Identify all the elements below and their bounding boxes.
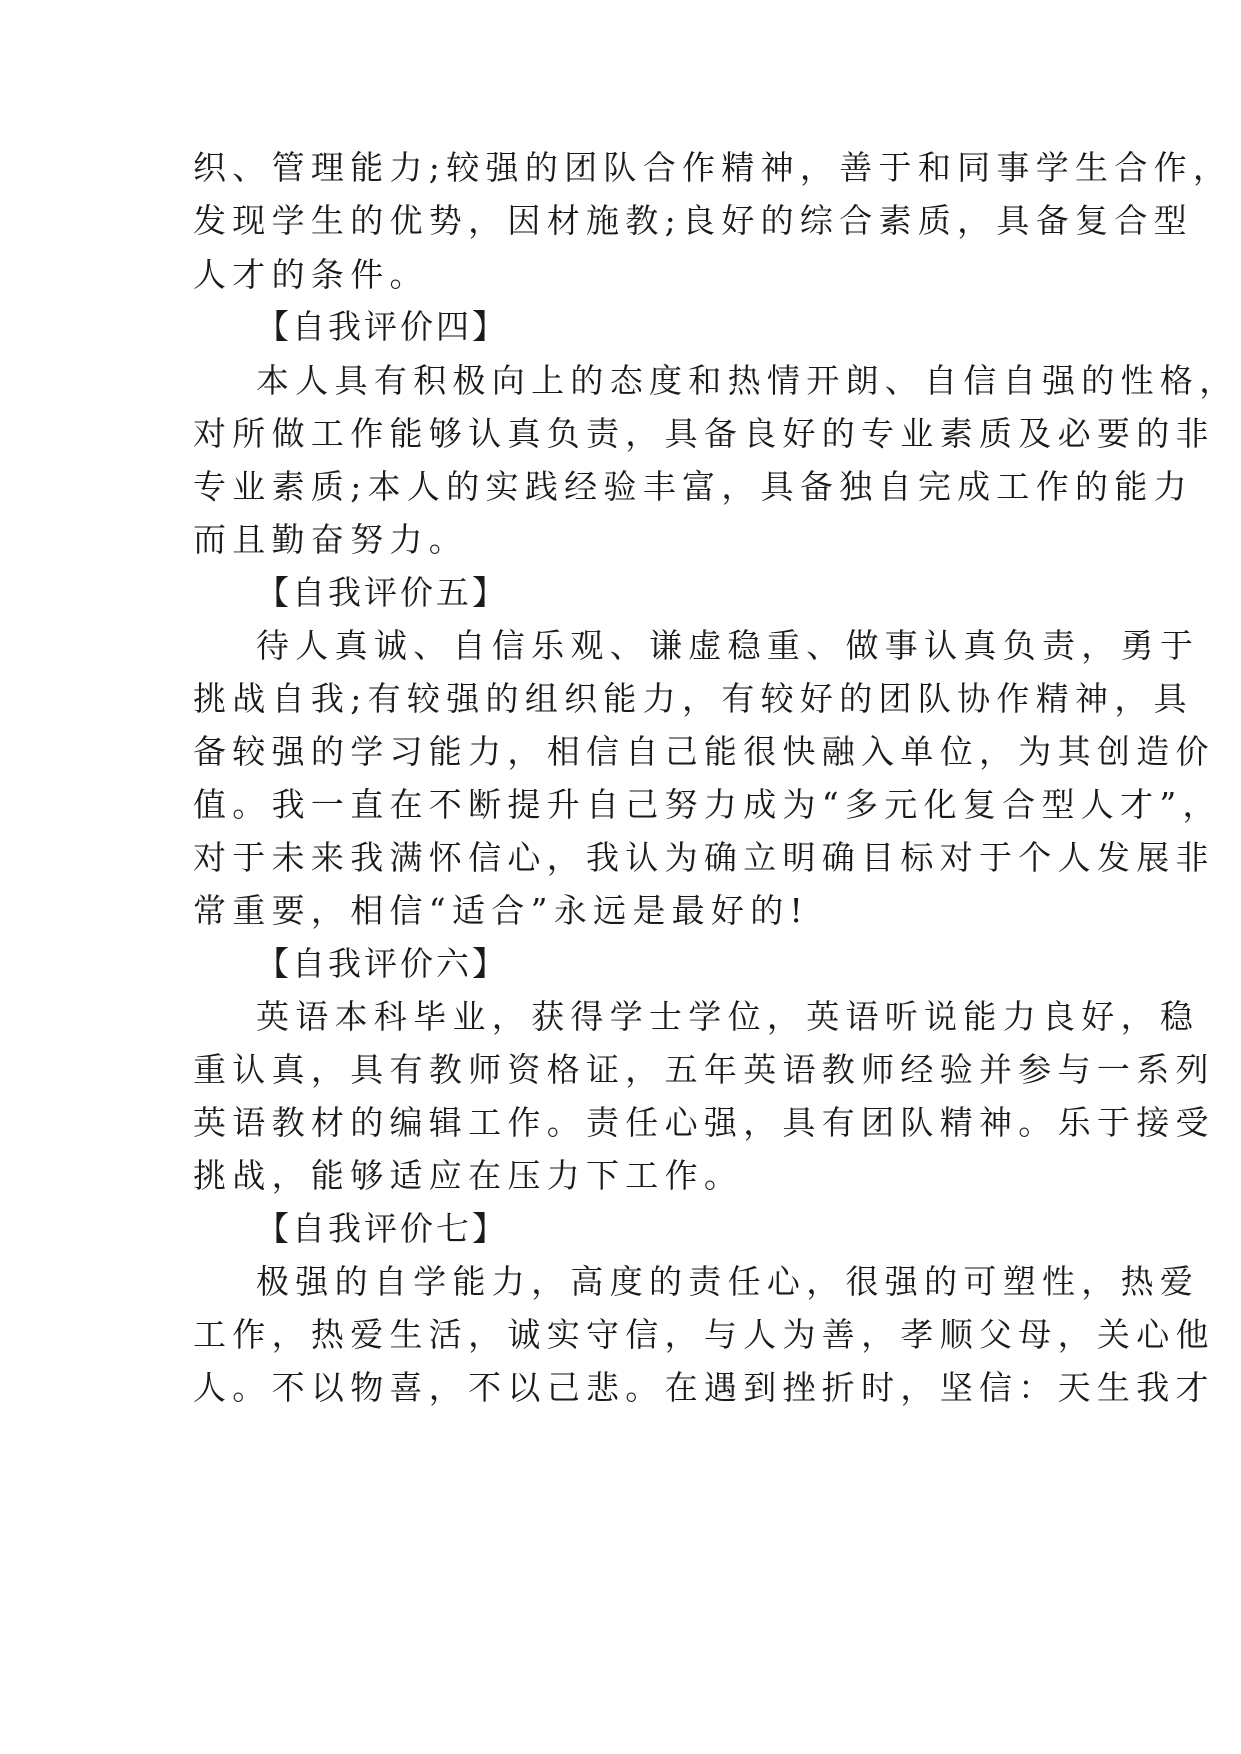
text-line: 英语教材的编辑工作。责任心强，具有团队精神。乐于接受 bbox=[193, 1103, 1215, 1142]
text-line: 人才的条件。 bbox=[193, 255, 429, 294]
text-line: 本人具有积极向上的态度和热情开朗、自信自强的性格， bbox=[256, 361, 1239, 400]
text-line: 工作，热爱生活，诚实守信，与人为善，孝顺父母，关心他 bbox=[193, 1315, 1215, 1354]
text-line: 值。我一直在不断提升自己努力成为“多元化复合型人才”， bbox=[193, 785, 1222, 824]
text-line: 而且勤奋努力。 bbox=[193, 520, 469, 559]
text-line: 织、管理能力;较强的团队合作精神，善于和同事学生合作， bbox=[193, 148, 1233, 187]
section-heading-5: 【自我评价五】 bbox=[256, 573, 508, 612]
text-line: 对于未来我满怀信心，我认为确立明确目标对于个人发展非 bbox=[193, 838, 1215, 877]
text-line: 备较强的学习能力，相信自己能很快融入单位，为其创造价 bbox=[193, 732, 1215, 771]
section-heading-4: 【自我评价四】 bbox=[256, 307, 508, 346]
text-line: 对所做工作能够认真负责，具备良好的专业素质及必要的非 bbox=[193, 414, 1215, 453]
text-line: 挑战自我;有较强的组织能力，有较好的团队协作精神，具 bbox=[193, 679, 1193, 718]
section-heading-7: 【自我评价七】 bbox=[256, 1209, 508, 1248]
section-heading-6: 【自我评价六】 bbox=[256, 944, 508, 983]
text-line: 常重要，相信“适合”永远是最好的! bbox=[193, 891, 810, 930]
text-line: 挑战，能够适应在压力下工作。 bbox=[193, 1156, 744, 1195]
text-line: 英语本科毕业，获得学士学位，英语听说能力良好，稳 bbox=[256, 997, 1200, 1036]
text-line: 人。不以物喜，不以己悲。在遇到挫折时，坚信：天生我才 bbox=[193, 1368, 1215, 1407]
text-line: 专业素质;本人的实践经验丰富，具备独自完成工作的能力 bbox=[193, 467, 1193, 506]
text-line: 重认真，具有教师资格证，五年英语教师经验并参与一系列 bbox=[193, 1050, 1215, 1089]
text-line: 发现学生的优势，因材施教;良好的综合素质，具备复合型 bbox=[193, 201, 1193, 240]
text-line: 极强的自学能力，高度的责任心，很强的可塑性，热爱 bbox=[256, 1262, 1200, 1301]
text-line: 待人真诚、自信乐观、谦虚稳重、做事认真负责，勇于 bbox=[256, 626, 1200, 665]
